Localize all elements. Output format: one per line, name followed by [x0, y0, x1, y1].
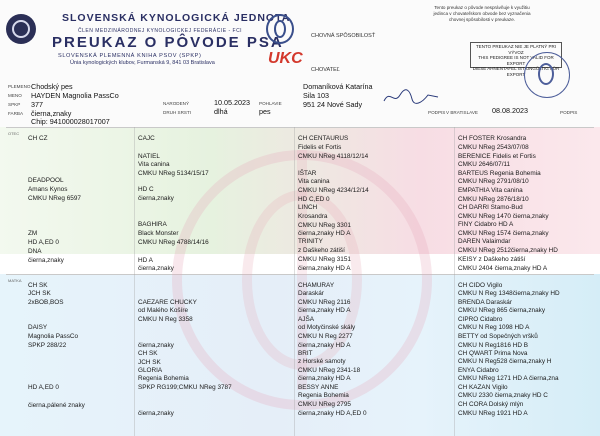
pedigree-entry: KEISY z Daškeho zátiší [458, 256, 526, 263]
pedigree-entry: HD A,ED 0 [28, 239, 59, 246]
sire-section-label: OTEC [8, 131, 20, 136]
pedigree-entry: 2xBOB,BOS [28, 299, 64, 306]
pedigree-entry: HD A,ED 0 [28, 384, 59, 391]
column-line [454, 127, 455, 436]
skj-seal-icon [266, 14, 294, 44]
birth-label: NARODENÝ [163, 101, 190, 106]
pedigree-entry: CMKU N Reg 1348čierna,znaky HD [458, 290, 560, 297]
signature-label: PODPIS [428, 110, 446, 115]
pedigree-entry: CMKU N Reg528 čierna,znaky H [458, 358, 552, 365]
breed-value: Chodský pes [31, 82, 73, 91]
owner-name: Domaníková Katarína [303, 82, 373, 91]
pedigree-entry: CH CENTAURUS [298, 135, 349, 142]
pedigree-entry: čierna,znaky [138, 265, 174, 272]
pedigree-entry: z Horské samoty [298, 358, 346, 365]
organization-name: SLOVENSKÁ KYNOLOGICKÁ JEDNOTA [62, 12, 291, 24]
pedigree-entry: BRIT [298, 350, 313, 357]
chip-value: Chip: 941000028017007 [31, 117, 110, 126]
pedigree-entry: Krosandra [298, 213, 328, 220]
pedigree-entry: CHAMURAY [298, 282, 335, 289]
round-seal-icon [524, 52, 570, 98]
pedigree-entry: HD C [138, 186, 154, 193]
pedigree-entry: čierna,znaky HD A [298, 342, 351, 349]
pedigree-entry: čierna,znaky HD A [298, 307, 351, 314]
breeding-suitability-label: CHOVNÁ SPÔSOBILOSŤ [311, 33, 376, 39]
pedigree-entry: Magnolia PassCo [28, 333, 79, 340]
validity-note: Tento preukaz o pôvode nesprávňuje k využitiu jedinca v chovateľskom obvode bez vyznačenia chovnej spôsobilosti v preukaze. [433, 5, 531, 22]
pedigree-entry: čierna,znaky [138, 195, 174, 202]
signature [382, 87, 440, 107]
pedigree-entry: CMKU NReg 865 čierna,znaky [458, 307, 546, 314]
column-line [134, 127, 135, 436]
breed-label: PLEMENO [8, 84, 31, 89]
pedigree-entry: čierna,znaky [28, 257, 64, 264]
pedigree-entry: SPKP RG199;CMKU NReg 3787 [138, 384, 232, 391]
pedigree-entry: SPKP 288/22 [28, 342, 67, 349]
pedigree-entry: z Daškeho zátiší [298, 247, 345, 254]
pedigree-entry: čierna,znaky [138, 342, 174, 349]
pedigree-entry: čierna,znaky HD A,ED 0 [298, 410, 367, 417]
pedigree-entry: DNA [28, 248, 42, 255]
pedigree-entry: DEADPOOL [28, 177, 64, 184]
pedigree-entry: CMKU NReg 5134/15/17 [138, 170, 209, 177]
pedigree-entry: IŠTAR [298, 170, 317, 177]
pedigree-entry: CMKU N Reg 2277 [298, 333, 353, 340]
pedigree-entry: BAGHIRA [138, 221, 167, 228]
pedigree-entry: JCH SK [138, 359, 161, 366]
pedigree-entry: CMKU NReg 1470 čierna,znaky [458, 213, 549, 220]
pedigree-entry: CMKU N Reg 1098 HD A [458, 324, 530, 331]
pedigree-entry: CH QWART Prima Nova [458, 350, 528, 357]
pedigree-entry: TRINITY [298, 238, 323, 245]
spkp-value: 377 [31, 100, 43, 109]
registry-address: Únia kynologických klubov, Furmanská 9, 841 03 Bratislava [70, 60, 215, 66]
pedigree-entry: Black Monster [138, 230, 179, 237]
pedigree-entry: CMKU NReg 1921 HD A [458, 410, 528, 417]
export-stamp: TENTO PREUKAZ NIE JE PLATNÝ PRI VÝVOZ THIS PEDIGREE IS NOT VALID FOR EXPORT DIESE AHNENTAFEL IST UNGÜLTIG FÜR EXPORT [470, 42, 562, 68]
pedigree-entry: DAISY [28, 324, 48, 331]
pedigree-entry: CH FOSTER Krosandra [458, 135, 527, 142]
pedigree-entry: CMKU NReg 4118/12/14 [298, 153, 369, 160]
pedigree-entry: CMKU NReg 3301 [298, 222, 351, 229]
pedigree-entry: CMKU NReg 2116 [298, 299, 351, 306]
pedigree-entry: CH CZ [28, 135, 48, 142]
pedigree-entry: LINCH [298, 204, 318, 211]
birth-value: 10.05.2023 [214, 98, 250, 107]
sex-label: POHLAVIE [259, 101, 282, 106]
pedigree-entry: CAEZARE CHUCKY [138, 299, 197, 306]
pedigree-entry: BRENDA Daraskár [458, 299, 512, 306]
registry-name: SLOVENSKÁ PLEMENNÁ KNIHA PSOV (SPKP) [58, 53, 202, 59]
pedigree-entry: FINY Cidabro HD A [458, 221, 514, 228]
pedigree-entry: AJŠA [298, 316, 314, 323]
pedigree-entry: CMKU NReg 1574 čierna,znaky [458, 230, 549, 237]
pedigree-entry: CMKU 2330 čierna,znaky HD C [458, 392, 548, 399]
pedigree-entry: Amans Kynos [28, 186, 68, 193]
pedigree-entry: NATIEL [138, 153, 160, 160]
pedigree-entry: čierna,znaky HD A [298, 265, 351, 272]
pedigree-entry: CMKU NReg 2512čierna,znaky HD [458, 247, 558, 254]
pedigree-entry: CH CORA Dolský mlýn [458, 401, 524, 408]
document-title: PREUKAZ O PÔVODE PSA [52, 34, 284, 51]
pedigree-entry: CH DARRI Stamo-Bud [458, 204, 523, 211]
pedigree-entry: Fidelis et Fortis [298, 144, 342, 151]
pedigree-entry: EMPATHIA Vita canina [458, 187, 523, 194]
owner-street: Sila 103 [303, 91, 329, 100]
pedigree-entry: CMKU NReg 6597 [28, 195, 81, 202]
signature2-label: PODPIS [560, 110, 578, 115]
pedigree-entry: CMKU NReg 2341-18 [298, 367, 361, 374]
pedigree-entry: CIPRO Cidabro [458, 316, 503, 323]
pedigree-entry: CMKU NReg 3151 [298, 256, 351, 263]
breeder-label: CHOVATEĽ [311, 67, 340, 73]
spkp-label: SPKP [8, 102, 21, 107]
pedigree-entry: CH KAZAN Vigilo [458, 384, 508, 391]
dam-section-label: MATKA [8, 278, 22, 283]
pedigree-entry: CH SK [28, 282, 48, 289]
pedigree-entry: JCH SK [28, 290, 51, 297]
pedigree-entry: CMKU N Reg1816 HD B [458, 342, 528, 349]
dog-name: HAYDEN Magnolia PassCo [31, 91, 119, 100]
pedigree-entry: Vita canina [138, 161, 170, 168]
pedigree-entry: BESSY ANNE [298, 384, 339, 391]
column-line [294, 127, 295, 436]
pedigree-entry: čierna,znaky HD A [298, 230, 351, 237]
pedigree-entry: Regenia Bohemia [138, 375, 189, 382]
name-label: MENO [8, 93, 22, 98]
pedigree-entry: CMKU 2404 čierna,znaky HD A [458, 265, 548, 272]
pedigree-entry: CMKU NReg 2876/18/10 [458, 196, 529, 203]
pedigree-entry: CH CIDO Vigilo [458, 282, 503, 289]
pedigree-entry: od Malého Košíre [138, 307, 189, 314]
pedigree-entry: čierna,znaky HD A [298, 375, 351, 382]
fci-member-note: ČLEN MEDZINÁRODNEJ KYNOLOGICKEJ FEDERÁCIE - FCI [78, 28, 243, 34]
pedigree-entry: CAJC [138, 135, 155, 142]
pedigree-entry: CMKU N Reg 3358 [138, 316, 193, 323]
pedigree-entry: Regenia Bohemia [298, 392, 349, 399]
pedigree-entry: CMKU 2646/07/11 [458, 161, 511, 168]
pedigree-entry: ENYA Cidabro [458, 367, 499, 374]
pedigree-entry: BETTY od Sopečných vršků [458, 333, 538, 340]
pedigree-entry: CH SK [138, 350, 158, 357]
issue-date: 08.08.2023 [492, 106, 528, 115]
pedigree-entry: CMKU NReg 4788/14/16 [138, 239, 209, 246]
owner-city: 951 24 Nové Sady [303, 100, 363, 109]
color-value: čierna,znaky [31, 109, 72, 118]
pedigree-entry: CMKU NReg 4234/12/14 [298, 187, 369, 194]
pedigree-entry: od Motyčinské skály [298, 324, 356, 331]
ski-logo-icon [6, 14, 36, 44]
pedigree-entry: DAREN Valaimdar [458, 238, 511, 245]
place-label: V BRATISLAVE [446, 110, 478, 115]
pedigree-entry: HD A [138, 257, 153, 264]
pedigree-entry: BERENICE Fidelis et Fortis [458, 153, 536, 160]
color-label: FARBA [8, 111, 24, 116]
pedigree-entry: Daraskár [298, 290, 324, 297]
pedigree-entry: čierna,pálené znaky [28, 402, 85, 409]
pedigree-entry: GLORIA [138, 367, 163, 374]
pedigree-entry: ZM [28, 230, 38, 237]
sex-value: pes [259, 107, 271, 116]
pedigree-entry: Vita canina [298, 178, 330, 185]
hair-label: DRUH SRSTI [163, 110, 192, 115]
pedigree-entry: CMKU NReg 1271 HD A čierna,zna [458, 375, 559, 382]
pedigree-entry: BARTEUS Regenia Bohemia [458, 170, 541, 177]
pedigree-entry: CMKU NReg 2791/08/10 [458, 178, 529, 185]
hair-value: dlhá [214, 107, 228, 116]
pedigree-entry: CMKU NReg 2795 [298, 401, 351, 408]
pedigree-entry: čierna,znaky [138, 410, 174, 417]
divider [6, 127, 594, 128]
pedigree-entry: CMKU NReg 2543/07/08 [458, 144, 529, 151]
pedigree-entry: HD C,ED 0 [298, 196, 330, 203]
ukc-logo: UKC [268, 50, 303, 67]
